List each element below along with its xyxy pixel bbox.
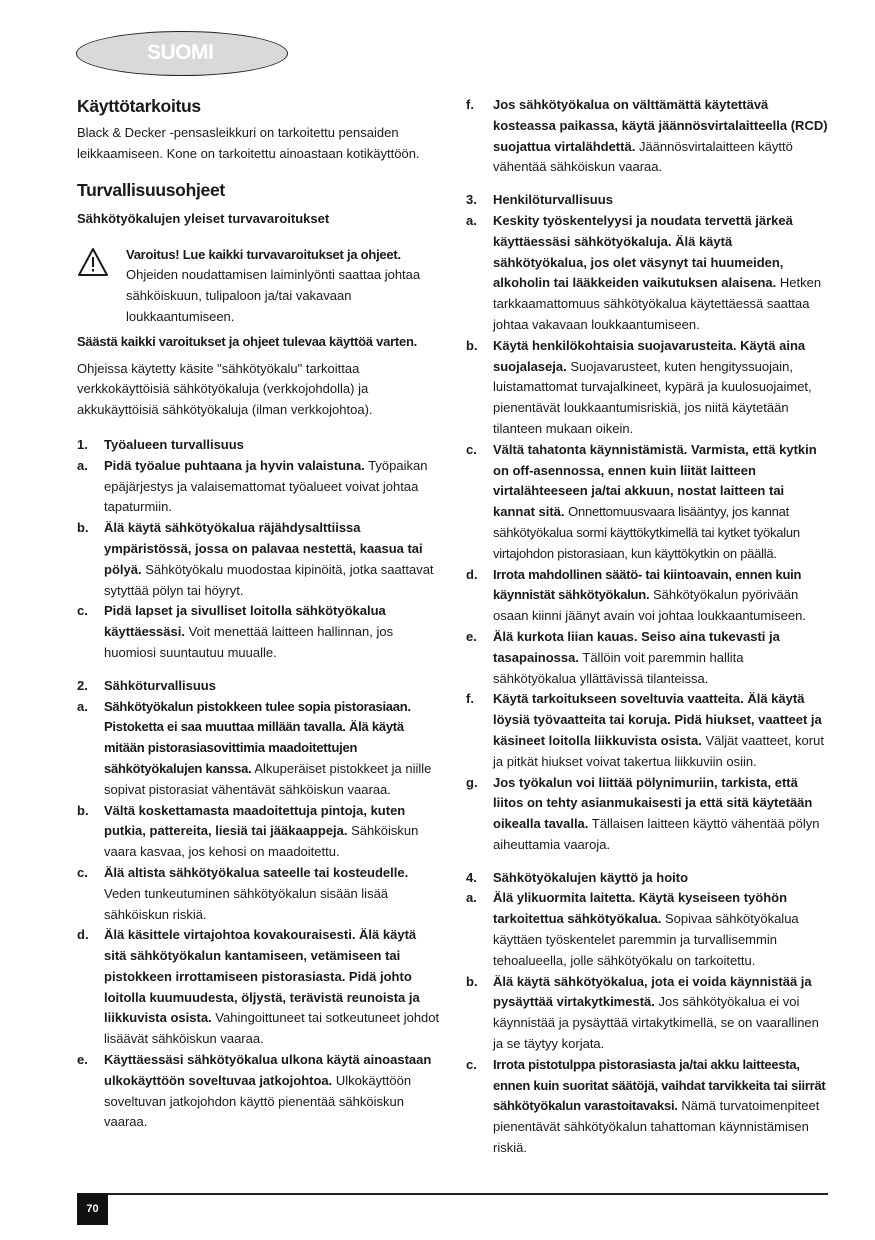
- warning-bold: Varoitus! Lue kaikki turvavaroitukset ja ohjeet.: [126, 246, 401, 262]
- page-number: 70: [77, 1193, 108, 1225]
- list-item: b. Älä käytä sähkötyökalua räjähdysalttiissa ympäristössä, jossa on palavaa nestettä, kaasua tai pölyä. Sähkötyökalu muodostaa kipinöitä, jotka saattavat sytyttää pölyn tai höyryt.: [77, 520, 434, 598]
- warning-triangle-icon: [77, 247, 109, 277]
- list-item: e. Käyttäessäsi sähkötyökalua ulkona käytä ainoastaan ulkokäyttöön soveltuvaa jatkojohtoa. Ulkokäyttöön soveltuvan jatkojohdon käyttö pienentää sähköiskun vaaraa.: [77, 1052, 432, 1130]
- left-column: [77, 95, 442, 1133]
- warning-text: Ohjeiden noudattamisen laiminlyönti saattaa johtaa sähköiskuun, tulipaloon ja/tai vakavaan loukkaantumiseen.: [126, 267, 421, 324]
- keep-instructions: Säästä kaikki varoitukset ja ohjeet tulevaa käyttöä varten.: [77, 333, 418, 349]
- right-column: [466, 95, 828, 1159]
- list-item: e. Älä kurkota liian kauas. Seiso aina tukevasti ja tasapainossa. Tällöin voit paremmin hallita sähkötyökalua yllättävissä tilanteissa.: [466, 628, 780, 686]
- warning-block: [77, 245, 442, 328]
- list-item: f. Käytä tarkoitukseen soveltuvia vaatteita. Älä käytä löysiä työvaatteita tai koruja. Pidä hiukset, vaatteet ja käsineet loitolla liikkuvista osista. Väljät vaatteet, korut ja pitkät hiukset voivat takertua liikkuviin osiin.: [466, 691, 824, 769]
- list-item: b. Vältä koskettamasta maadoitettuja pintoja, kuten putkia, pattereita, liesiä tai jääkaappeja. Sähköiskun vaara kasvaa, jos kehosi on maadoitettu.: [77, 802, 419, 860]
- list-item: d. Älä käsittele virtajohtoa kovakouraisesti. Älä käytä sitä sähkötyökalun kantamiseen, vetämiseen tai pistokkeen irrottamiseen pistorasiasta. Pidä johto loitolla kuumuudesta, öljystä, terävistä reunoista ja liikkuvista osista. Vahingoittuneet tai sotkeutuneet johdot lisäävät sähköiskun vaaraa.: [77, 927, 440, 1047]
- list-item: a. Keskity työskentelyysi ja noudata tervettä järkeä käyttäessäsi sähkötyökaluja. Älä käytä sähkötyökalua, jos olet väsynyt tai huumeiden, alkoholin tai lääkkeiden vaikutuksen alaisena. Hetken tarkkaamattomuus sähkötyökalua käytettäessä saattaa johtaa vakavaan loukkaantumiseen.: [466, 212, 822, 332]
- intended-use-text: Black & Decker -pensasleikkuri on tarkoitettu pensaiden leikkaamiseen. Kone on tarkoitettu ainoastaan kotikäyttöön.: [77, 125, 420, 161]
- list-item: g. Jos työkalun voi liittää pölynimuriin, tarkista, että liitos on tehty asianmukaisesti ja että sitä käytetään oikealla tavalla. Tällaisen laitteen käyttö vähentää pölyn aiheuttamia vaaroja.: [466, 774, 820, 852]
- list-item: a. Pidä työalue puhtaana ja hyvin valaistuna. Työpaikan epäjärjestys ja valaisemattomat työalueet voivat johtaa tapaturmiin.: [77, 457, 428, 515]
- list-item: b. Käytä henkilökohtaisia suojavarusteita. Käytä aina suojalaseja. Suojavarusteet, kuten hengityssuojain, luistamattomat turvajalkineet, kypärä ja kuulosuojaimet, pienentävät loukkaantumisriskiä, jos niitä käytetään tilanteen mukaan oikein.: [466, 337, 812, 436]
- list-item: f. Jos sähkötyökalua on välttämättä käytettävä kosteassa paikassa, käytä jäännösvirtalaitteella (RCD) suojattua virtalähdettä. Jäännösvirtalaitteen käyttö vähentää sähköiskun vaaraa.: [466, 97, 828, 175]
- list-item: d. Irrota mahdollinen säätö- tai kiintoavain, ennen kuin käynnistät sähkötyökalun. Sähkötyökalun pyörivään osaan kiinni jäänyt avain voi johtaa loukkaantumiseen.: [466, 566, 806, 624]
- general-warnings-heading: Sähkötyökalujen yleiset turvavaroitukset: [77, 210, 330, 226]
- section-4-heading: 4. Sähkötyökalujen käyttö ja hoito: [466, 869, 689, 885]
- footer-rule: [77, 1193, 828, 1195]
- list-item: c. Vältä tahatonta käynnistämistä. Varmista, että kytkin on off-asennossa, ennen kuin liität laitteen virtalähteeseen ja/tai akkuun, nostat laitteen tai kannat sitä. Onnettomuusvaara lisääntyy, jos kannat sähkötyökalua sormi käyttökytkimellä tai kytket työkalun virtajohdon pistorasiaan, kun käyttökytkin on päällä.: [466, 441, 817, 561]
- list-item: b. Älä käytä sähkötyökalua, jota ei voida käynnistää ja pysäyttää virtakytkimestä. Jos sähkötyökalua ei voi käynnistää ja pysäyttää virtakytkimellä, se on vaarallinen ja se täytyy korjata.: [466, 973, 819, 1052]
- list-item: a. Sähkötyökalun pistokkeen tulee sopia pistorasiaan. Pistoketta ei saa muuttaa millään tavalla. Älä käytä mitään pistorasiasovittimia maadoitettujen sähkötyökalujen kanssa. Alkuperäiset pistokkeet ja niille sopivat pistorasiat vähentävät sähköiskun vaaraa.: [77, 698, 432, 797]
- section-3-heading: 3. Henkilöturvallisuus: [466, 192, 613, 208]
- intended-use-heading: Käyttötarkoitus: [77, 96, 201, 116]
- list-item: c. Irrota pistotulppa pistorasiasta ja/tai akku laitteesta, ennen kuin suoritat säätöjä, vaihdat tarvikkeita tai siirrät sähkötyökalun varastoitavaksi. Nämä turvatoimenpiteet pienentävät sähkötyökalun tahattoman käynnistämisen riskiä.: [466, 1056, 826, 1156]
- section-2-heading: 2. Sähköturvallisuus: [77, 677, 216, 693]
- section-1-heading: 1. Työalueen turvallisuus: [77, 436, 244, 452]
- language-label: SUOMI: [147, 41, 214, 64]
- safety-heading: Turvallisuusohjeet: [77, 179, 225, 200]
- list-item: c. Pidä lapset ja sivulliset loitolla sähkötyökalua käyttäessäsi. Voit menettää laitteen hallinnan, jos huomiosi suuntautuu muualle.: [77, 603, 394, 660]
- list-item: c. Älä altista sähkötyökalua sateelle tai kosteudelle. Veden tunkeutuminen sähkötyökalun sisään lisää sähköiskun riskiä.: [77, 864, 409, 922]
- list-item: a. Älä ylikuormita laitetta. Käytä kyseiseen työhön tarkoitettua sähkötyökalua. Sopivaa sähkötyökalua käyttäen työskentelet paremmin ja turvallisemmin tehoalueella, jolle sähkötyökalu on tarkoitettu.: [466, 890, 799, 968]
- language-tab: [76, 31, 288, 76]
- term-definition: Ohjeissa käytetty käsite "sähkötyökalu" tarkoittaa verkkokäyttöisiä sähkötyökaluja (verkkojohdolla) ja akkukäyttöisiä sähkötyökaluja (ilman verkkojohtoa).: [77, 360, 373, 418]
